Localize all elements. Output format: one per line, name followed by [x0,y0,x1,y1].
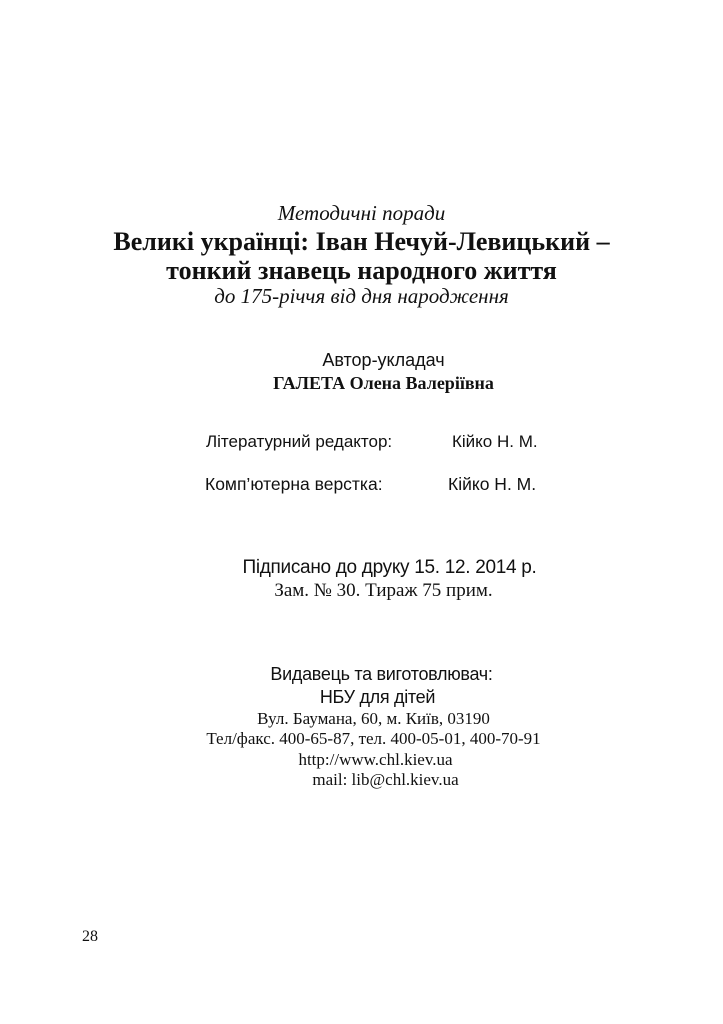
anniversary-subtitle: до 175-річчя від дня народження [214,284,509,308]
signed-for-print: Підписано до друку 15. 12. 2014 р. [242,557,537,578]
author-label: Автор-укладач [322,350,445,370]
subtitle: Методичні поради [277,201,446,225]
title-line-2: тонкий знавець народного життя [166,256,557,285]
publisher-email: mail: lib@chl.kiev.ua [312,770,459,789]
credit-role: Літературний редактор: [206,432,393,451]
publisher-website: http://www.chl.kiev.ua [298,750,453,769]
credit-name: Кійко Н. М. [448,474,537,494]
page-number: 28 [82,928,98,945]
publisher-phones: Тел/факс. 400-65-87, тел. 400-05-01, 400-70-91 [206,729,541,748]
title-line-1: Великі українці: Іван Нечуй-Левицький – [113,227,610,256]
order-and-circulation: Зам. № 30. Тираж 75 прим. [274,580,493,601]
credit-row-layout [0,474,723,498]
publisher-label: Видавець та виготовлювач: [270,664,493,684]
author-name: ГАЛЕТА Олена Валеріївна [273,373,494,393]
publisher-address: Вул. Баумана, 60, м. Київ, 03190 [257,709,490,728]
credit-name: Кійко Н. М. [452,432,538,451]
publisher-name: НБУ для дітей [319,687,436,707]
credit-row-literary-editor [0,432,723,456]
credit-role: Комп’ютерна верстка: [205,474,383,494]
